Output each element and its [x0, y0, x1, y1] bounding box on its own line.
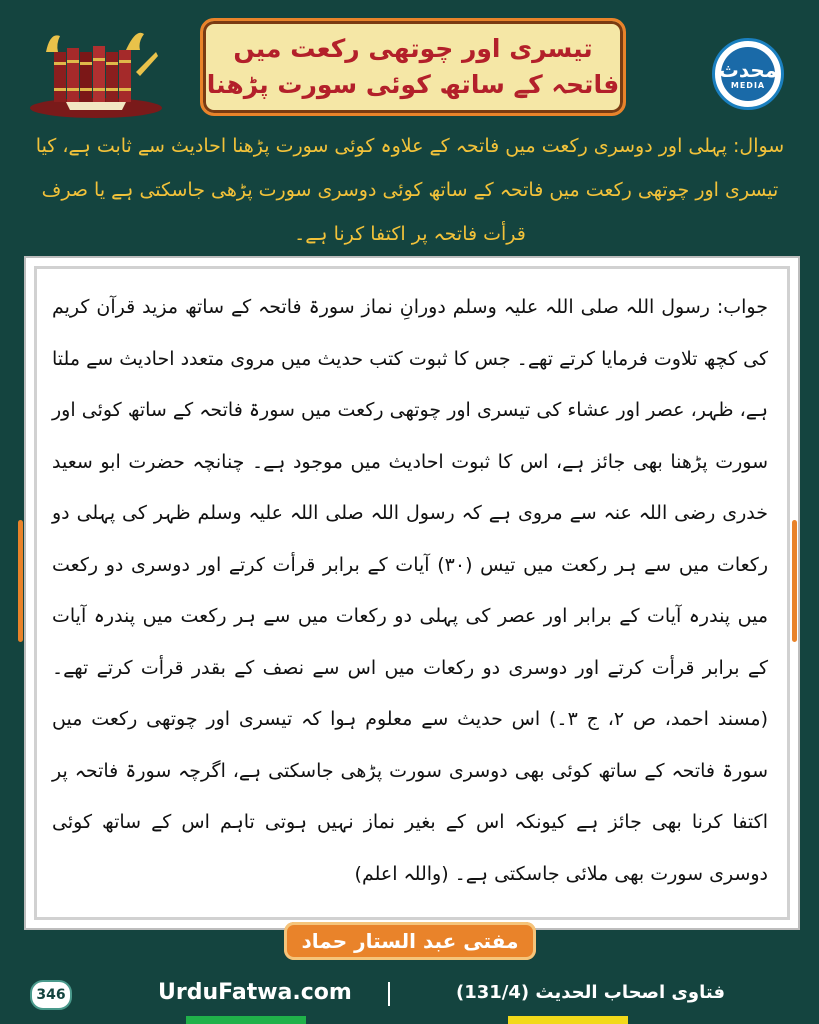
logo-text: MEDIA	[730, 80, 766, 90]
mohaddis-media-logo	[712, 38, 784, 110]
footer-divider	[388, 982, 390, 1006]
logo-inner	[718, 47, 778, 101]
page-number: 346	[30, 980, 72, 1010]
author-name: مفتی عبد الستار حماد	[301, 929, 519, 953]
footer-bar-yellow	[508, 1016, 628, 1024]
title-line-2: فاتحہ کے ساتھ کوئی سورت پڑھنا	[206, 70, 620, 99]
author-badge	[284, 922, 536, 960]
question-text: سوال: پہلی اور دوسری رکعت میں فاتحہ کے علاوہ کوئی سورت پڑھنا احادیث سے ثابت ہے، کیا تیسری اور چوتھی رکعت میں فاتحہ کے ساتھ کوئی دوسری سورت پڑھی جاسکتی ہے یا صرف قرأت فاتحہ پر اکتفا کرنا ہے۔	[35, 135, 785, 245]
site-link[interactable]: UrduFatwa.com	[158, 980, 352, 1005]
title-banner	[200, 18, 626, 116]
books-illustration-icon	[26, 22, 166, 120]
card-accent-right	[792, 520, 797, 642]
title-line-1: تیسری اور چوتھی رکعت میں	[233, 34, 593, 63]
card-accent-left	[18, 520, 23, 642]
logo-glyph: محدث	[718, 57, 778, 82]
answer-text: جواب: رسول اللہ صلی اللہ علیہ وسلم دورانِ نماز سورۃ فاتحہ کے ساتھ مزید قرآن کریم کی کچھ تلاوت فرمایا کرتے تھے۔ جس کا ثبوت کتب حدیث میں مروی متعدد احادیث سے ملتا ہے، ظہر، عصر اور عشاء کی تیسری اور چوتھی رکعت میں سورۃ فاتحہ کے ساتھ کوئی اور سورت پڑھنا بھی جائز ہے، اس کا ثبوت احادیث میں موجود ہے۔ چنانچہ حضرت ابو سعید خدری رضی اللہ عنہ سے مروی ہے کہ رسول اللہ صلی اللہ علیہ وسلم ظہر کی پہلی دو رکعات میں سے ہر رکعت میں تیس (۳۰) آیات کے برابر قرأت کرتے اور دوسری دو رکعت میں پندرہ آیات کے برابر اور عصر کی پہلی دو رکعات میں سے ہر رکعت میں پندرہ آیات کے برابر قرأت کرتے اور دوسری دو رکعات میں اس سے نصف کے بقدر قرأت کرتے تھے۔ (مسند احمد، ص ۲، ج ۳۔) اس حدیث سے معلوم ہوا کہ تیسری اور چوتھی رکعت میں سورۃ فاتحہ کے ساتھ کوئی بھی دوسری سورت پڑھی جاسکتی ہے، اگرچہ سورۃ فاتحہ پر اکتفا کرنا بھی جائز ہے کیونکہ اس کے بغیر نماز نہیں ہوتی تاہم اس کے ساتھ کوئی دوسری سورت بھی ملائی جاسکتی ہے۔ (واللہ اعلم)	[52, 296, 768, 885]
footer-bar-green	[186, 1016, 306, 1024]
source-reference: فتاوی اصحاب الحدیث (131/4)	[456, 982, 726, 1003]
